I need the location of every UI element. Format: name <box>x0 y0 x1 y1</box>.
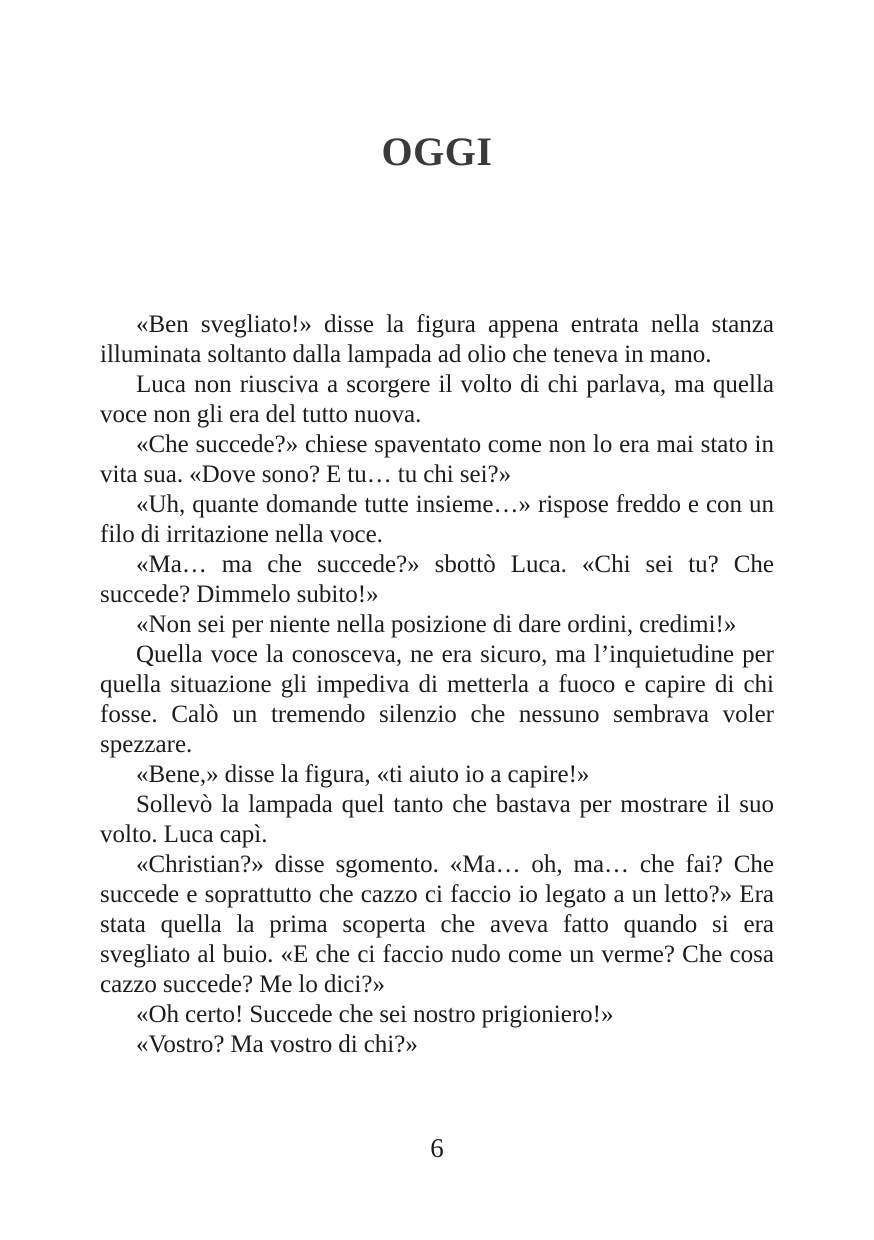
body-text <box>100 310 774 1060</box>
paragraph: «Ma… ma che succede?» sbottò Luca. «Chi sei tu? Che succede? Dimmelo subito!» <box>100 551 774 608</box>
chapter-title: OGGI <box>381 129 493 174</box>
paragraph: «Non sei per niente nella posizione di dare ordini, credimi!» <box>136 611 737 638</box>
paragraph: Sollevò la lampada quel tanto che bastava per mostrare il suo volto. Luca capì. <box>100 791 774 848</box>
paragraph: «Uh, quante domande tutte insieme…» rispose freddo e con un filo di irritazione nella voce. <box>100 491 774 548</box>
paragraph: «Vostro? Ma vostro di chi?» <box>136 1031 418 1058</box>
page-number: 6 <box>430 1133 444 1163</box>
paragraph: «Bene,» disse la figura, «ti aiuto io a capire!» <box>136 761 590 788</box>
paragraph: «Ben svegliato!» disse la figura appena entrata nella stanza illuminata soltanto dalla lampada ad olio che teneva in mano. <box>100 311 774 368</box>
paragraph: Quella voce la conosceva, ne era sicuro, ma l’inquietudine per quella situazione gli impediva di metterla a fuoco e capire di chi fosse. Calò un tremendo silenzio che nessuno sembrava voler spezzare. <box>100 641 774 758</box>
paragraph: Luca non riusciva a scorgere il volto di chi parlava, ma quella voce non gli era del tutto nuova. <box>100 371 774 428</box>
paragraph: «Che succede?» chiese spaventato come non lo era mai stato in vita sua. «Dove sono? E tu… tu chi sei?» <box>100 431 774 488</box>
paragraph: «Oh certo! Succede che sei nostro prigioniero!» <box>136 1001 614 1028</box>
paragraph: «Christian?» disse sgomento. «Ma… oh, ma… che fai? Che succede e soprattutto che cazzo ci faccio io legato a un letto?» Era stata quella la prima scoperta che aveva fatto quando si era svegliato al buio. «E che ci faccio nudo come un verme? Che cosa cazzo succede? Me lo dici?» <box>100 851 774 998</box>
